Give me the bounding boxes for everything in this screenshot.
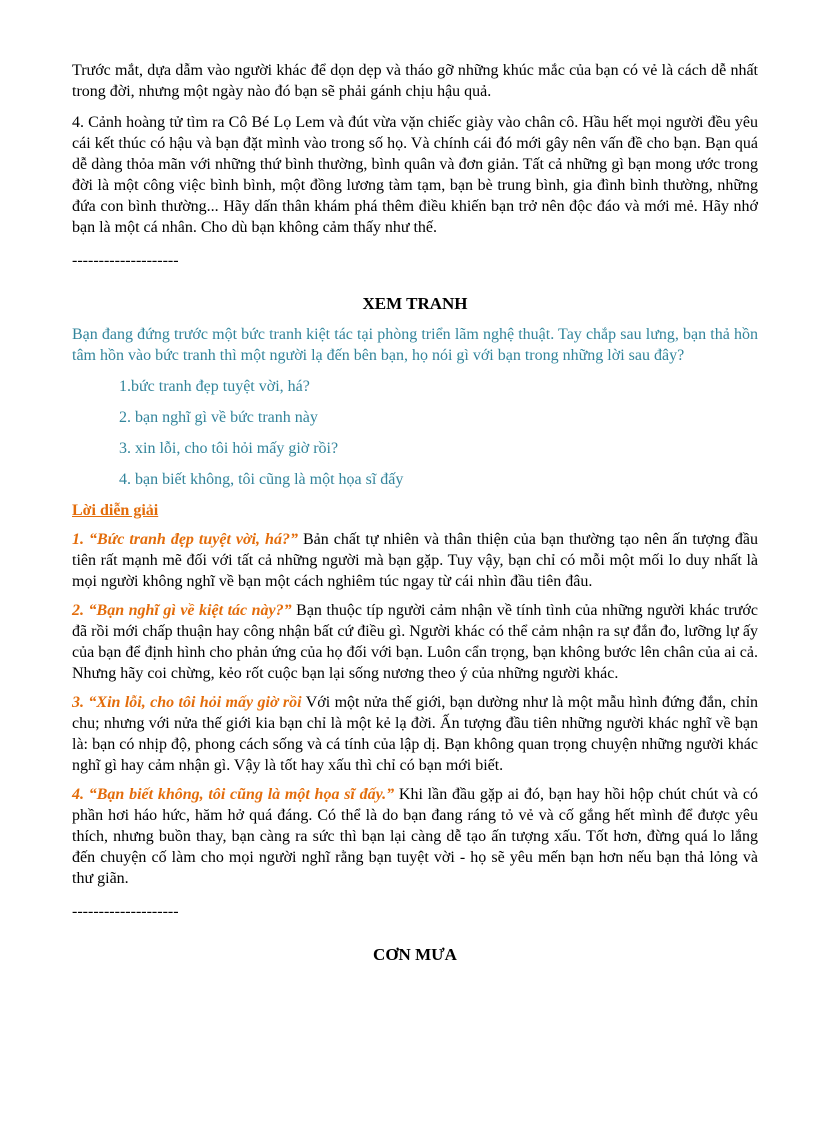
quiz-option: 2. bạn nghĩ gì về bức tranh này	[119, 409, 318, 426]
separator-line: --------------------	[72, 252, 179, 269]
quiz-option: 3. xin lỗi, cho tôi hỏi mấy giờ rồi?	[119, 440, 339, 457]
answer-lead: 3. “Xin lỗi, cho tôi hỏi mấy giờ rồi	[72, 694, 302, 711]
answer-paragraph	[72, 600, 758, 684]
quiz-option: 1.bức tranh đẹp tuyệt vời, há?	[119, 378, 310, 395]
answer-paragraph	[72, 529, 758, 592]
paragraph: Trước mắt, dựa dẫm vào người khác để dọn dẹp và tháo gỡ những khúc mắc của bạn có vẻ là cách dễ nhất trong đời, nhưng một ngày nào đó bạn sẽ phải gánh chịu hậu quả.	[72, 62, 758, 100]
answer-text: Với một nửa thế giới, bạn dường như là một mẫu hình đứng đắn, chỉn chu; nhưng với nửa thế giới kia bạn chỉ là một kẻ lạ đời. Ấn tượng đầu tiên những người khác nghĩ về bạn là: bạn có nhịp độ, phong cách sống và cá tính của lập dị. Bạn không quan trọng chuyện những người khác nghĩ gì hay cảm nhận gì. Vậy là tốt hay xấu thì chỉ có bạn mới biết.	[72, 694, 759, 774]
next-section-title: CƠN MƯA	[373, 945, 457, 964]
quiz-option: 4. bạn biết không, tôi cũng là một họa sĩ đấy	[119, 471, 404, 488]
answer-text: Khi lần đầu gặp ai đó, bạn hay hồi hộp chút chút và có phần hơi háo hức, hăm hở quá đáng. Có thể là do bạn đang ráng tỏ vẻ và cố gắng hết mình để được yêu thích, nhưng buồn thay, bạn càng ra sức thì bạn lại càng dễ tạo ấn tượng xấu. Tốt hơn, đừng quá lo lắng đến chuyện cố làm cho mọi người nghĩ rằng bạn tuyệt vời - họ sẽ yêu mến bạn hơn nếu bạn thả lỏng và thư giãn.	[72, 786, 758, 887]
answer-lead: 1. “Bức tranh đẹp tuyệt vời, há?”	[72, 531, 298, 548]
answer-text: Bạn thuộc típ người cảm nhận về tính tình của những người khác trước đã rồi mới chấp thuận hay công nhận bất cứ điều gì. Người khác có thể cảm nhận ra sự đắn đo, lưỡng lự ấy của bạn để định hình cho phản ứng của họ đối với bạn. Luôn cẩn trọng, bạn không bước lên chân của ai cả. Nhưng hãy coi chừng, kẻo rốt cuộc bạn lại sống nương theo ý của những người khác.	[72, 602, 758, 682]
paragraph: 4. Cảnh hoàng tử tìm ra Cô Bé Lọ Lem và đút vừa vặn chiếc giày vào chân cô. Hầu hết mọi người đều yêu cái kết thúc có hậu và bạn đặt mình vào trong số họ. Và chính cái đó mới gây nên vấn đề cho bạn. Bạn quá dễ dàng thỏa mãn với những thứ bình thường, bình quân và đơn giản. Tất cả những gì bạn mong ước trong đời là một công việc bình bình, một đồng lương tàm tạm, bạn bè trung bình, gia đình bình thường, những đứa con bình thường... Hãy dấn thân khám phá thêm điều khiến bạn trở nên độc đáo và mới mẻ. Hãy nhớ bạn là một cá nhân. Cho dù bạn không cảm thấy như thế.	[72, 114, 758, 236]
answer-lead: 4. “Bạn biết không, tôi cũng là một họa sĩ đấy.”	[72, 786, 395, 803]
answer-label: Lời diễn giải	[72, 502, 159, 519]
answer-paragraph	[72, 784, 758, 889]
document-page	[72, 60, 758, 975]
quiz-question: Bạn đang đứng trước một bức tranh kiệt tác tại phòng triển lãm nghệ thuật. Tay chắp sau lưng, bạn thả hồn tâm hồn vào bức tranh thì một người lạ đến bên bạn, họ nói gì với bạn trong những lời sau đây?	[72, 326, 758, 364]
section-title: XEM TRANH	[362, 294, 468, 313]
separator-line: --------------------	[72, 903, 179, 920]
answer-text: Bản chất tự nhiên và thân thiện của bạn thường tạo nên ấn tượng đầu tiên rất mạnh mẽ đối với tất cả những người mà bạn gặp. Tuy vậy, bạn chỉ có mỗi một mối lo duy nhất là mọi người không nghĩ về bạn một cách nghiêm túc ngay từ cái nhìn đầu tiên đâu.	[72, 531, 758, 590]
answer-paragraph	[72, 692, 758, 776]
answer-lead: 2. “Bạn nghĩ gì về kiệt tác này?”	[72, 602, 292, 619]
